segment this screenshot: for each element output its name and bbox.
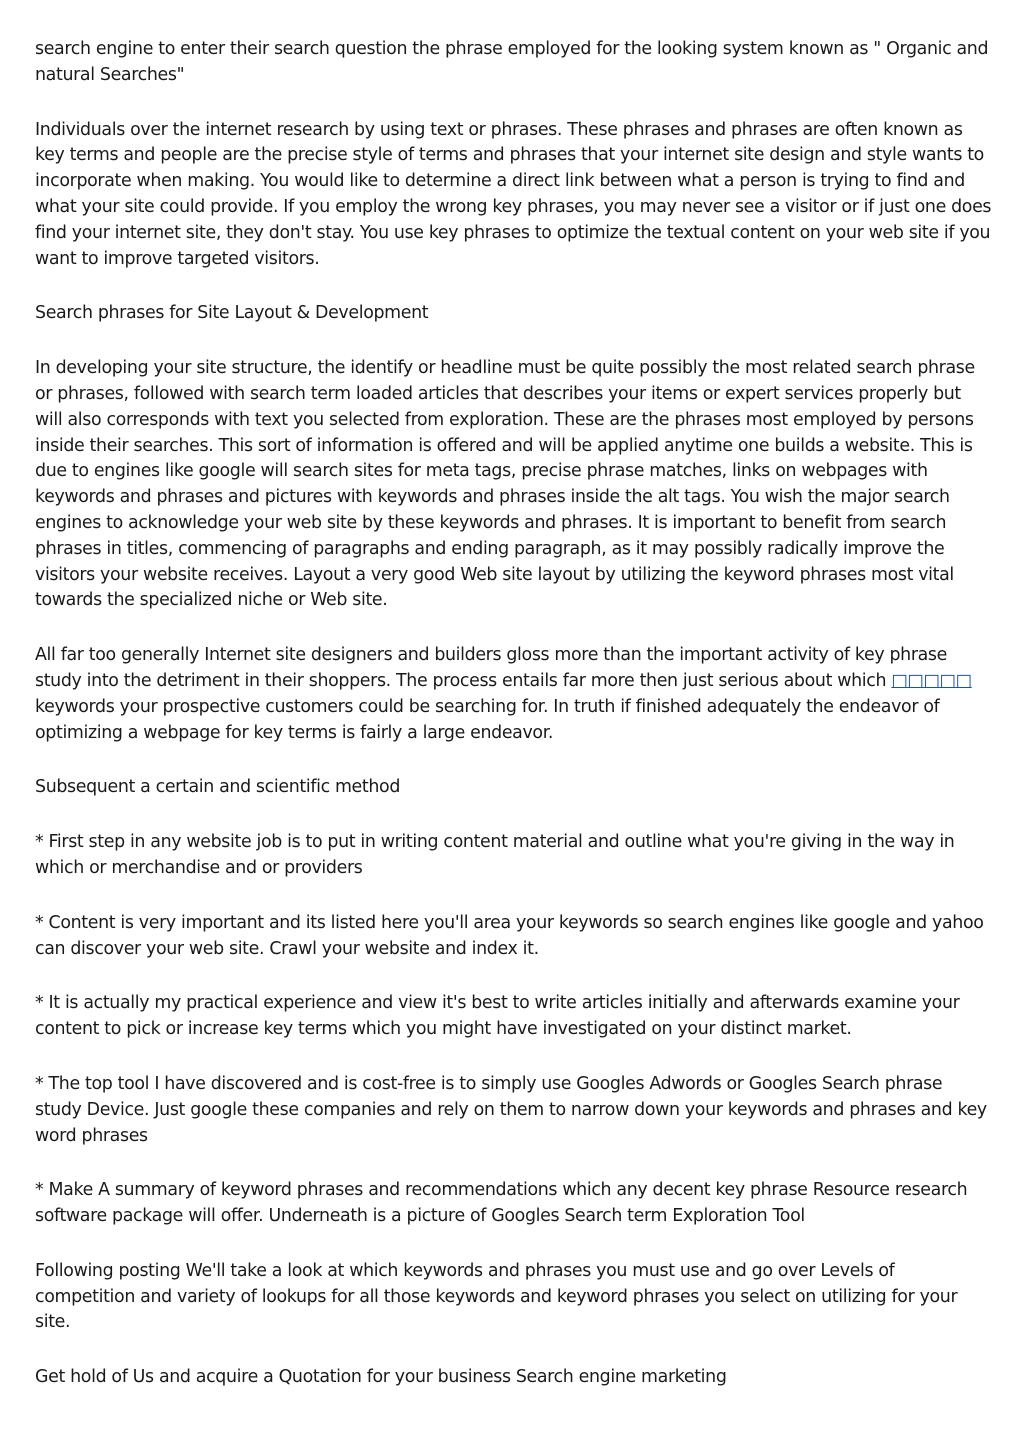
paragraph-keywords-overview: Individuals over the internet research by using text or phrases. These phrases and phrases are often known as key terms and people are the precise style of terms and phrases that your internet site design and style wants to incorporate when making. You would like to determine a direct link between what a person is trying to find and what your site could provide. If you employ the wrong key phrases, you may never see a visitor or if just one does find your internet site, they don't stay. You use key phrases to optimize the textual content on your web site if you want to improve targeted visitors. <box>35 119 992 269</box>
section-heading-site-layout: Search phrases for Site Layout & Development <box>35 303 429 324</box>
section-heading-method: Subsequent a certain and scientific method <box>35 777 401 798</box>
bullet-experience: * It is actually my practical experience and view it's best to write articles initially and afterwards examine your content to pick or increase key terms which you might have investigated on your distinct market. <box>35 993 960 1040</box>
paragraph-keyword-study <box>35 643 993 746</box>
paragraph-following-posting: Following posting We'll take a look at which keywords and phrases you must use and go over Levels of competition and variety of lookups for all those keywords and keyword phrases you select on utilizing for your site. <box>35 1260 958 1333</box>
bullet-content-important: * Content is very important and its listed here you'll area your keywords so search engines like google and yahoo can discover your web site. Crawl your website and index it. <box>35 912 984 959</box>
paragraph-text-before-link: All far too generally Internet site designers and builders gloss more than the important activity of key phrase study into the detriment in their shoppers. The process entails far more then just serious about which <box>35 645 947 691</box>
inline-link[interactable]: □□□□□ <box>891 670 972 691</box>
paragraph-contact-us: Get hold of Us and acquire a Quotation for your business Search engine marketing <box>35 1367 727 1388</box>
paragraph-site-structure: In developing your site structure, the identify or headline must be quite possibly the most related search phrase or phrases, followed with search term loaded articles that describes your items or expert services properly but will also corresponds with text you selected from exploration. These are the phrases most employed by persons inside their searches. This sort of information is offered and will be applied anytime one builds a website. This is due to engines like google will search sites for meta tags, precise phrase matches, links on webpages with keywords and phrases and pictures with keywords and phrases inside the alt tags. You wish the major search engines to acknowledge your web site by these keywords and phrases. It is important to benefit from search phrases in titles, commencing of paragraphs and ending paragraph, as it may possibly radically improve the visitors your website receives. Layout a very good Web site layout by utilizing the keyword phrases most vital towards the specialized niche or Web site. <box>35 358 975 611</box>
bullet-top-tool: * The top tool I have discovered and is cost-free is to simply use Googles Adwords or Googles Search phrase study Device. Just google these companies and rely on them to narrow down your keywords and phrases and key word phrases <box>35 1073 987 1146</box>
bullet-first-step: * First step in any website job is to put in writing content material and outline what you're giving in the way in which or merchandise and or providers <box>35 832 955 878</box>
bullet-make-summary: * Make A summary of keyword phrases and recommendations which any decent key phrase Resource research software package will offer. Underneath is a picture of Googles Search term Exploration Tool <box>35 1180 968 1227</box>
paragraph-intro-continuation: search engine to enter their search question the phrase employed for the looking system known as " Organic and natural Searches" <box>35 39 989 85</box>
document-body <box>35 37 993 1420</box>
paragraph-text-after-link: keywords your prospective customers could be searching for. In truth if finished adequately the endeavor of optimizing a webpage for key terms is fairly a large endeavor. <box>35 696 940 743</box>
